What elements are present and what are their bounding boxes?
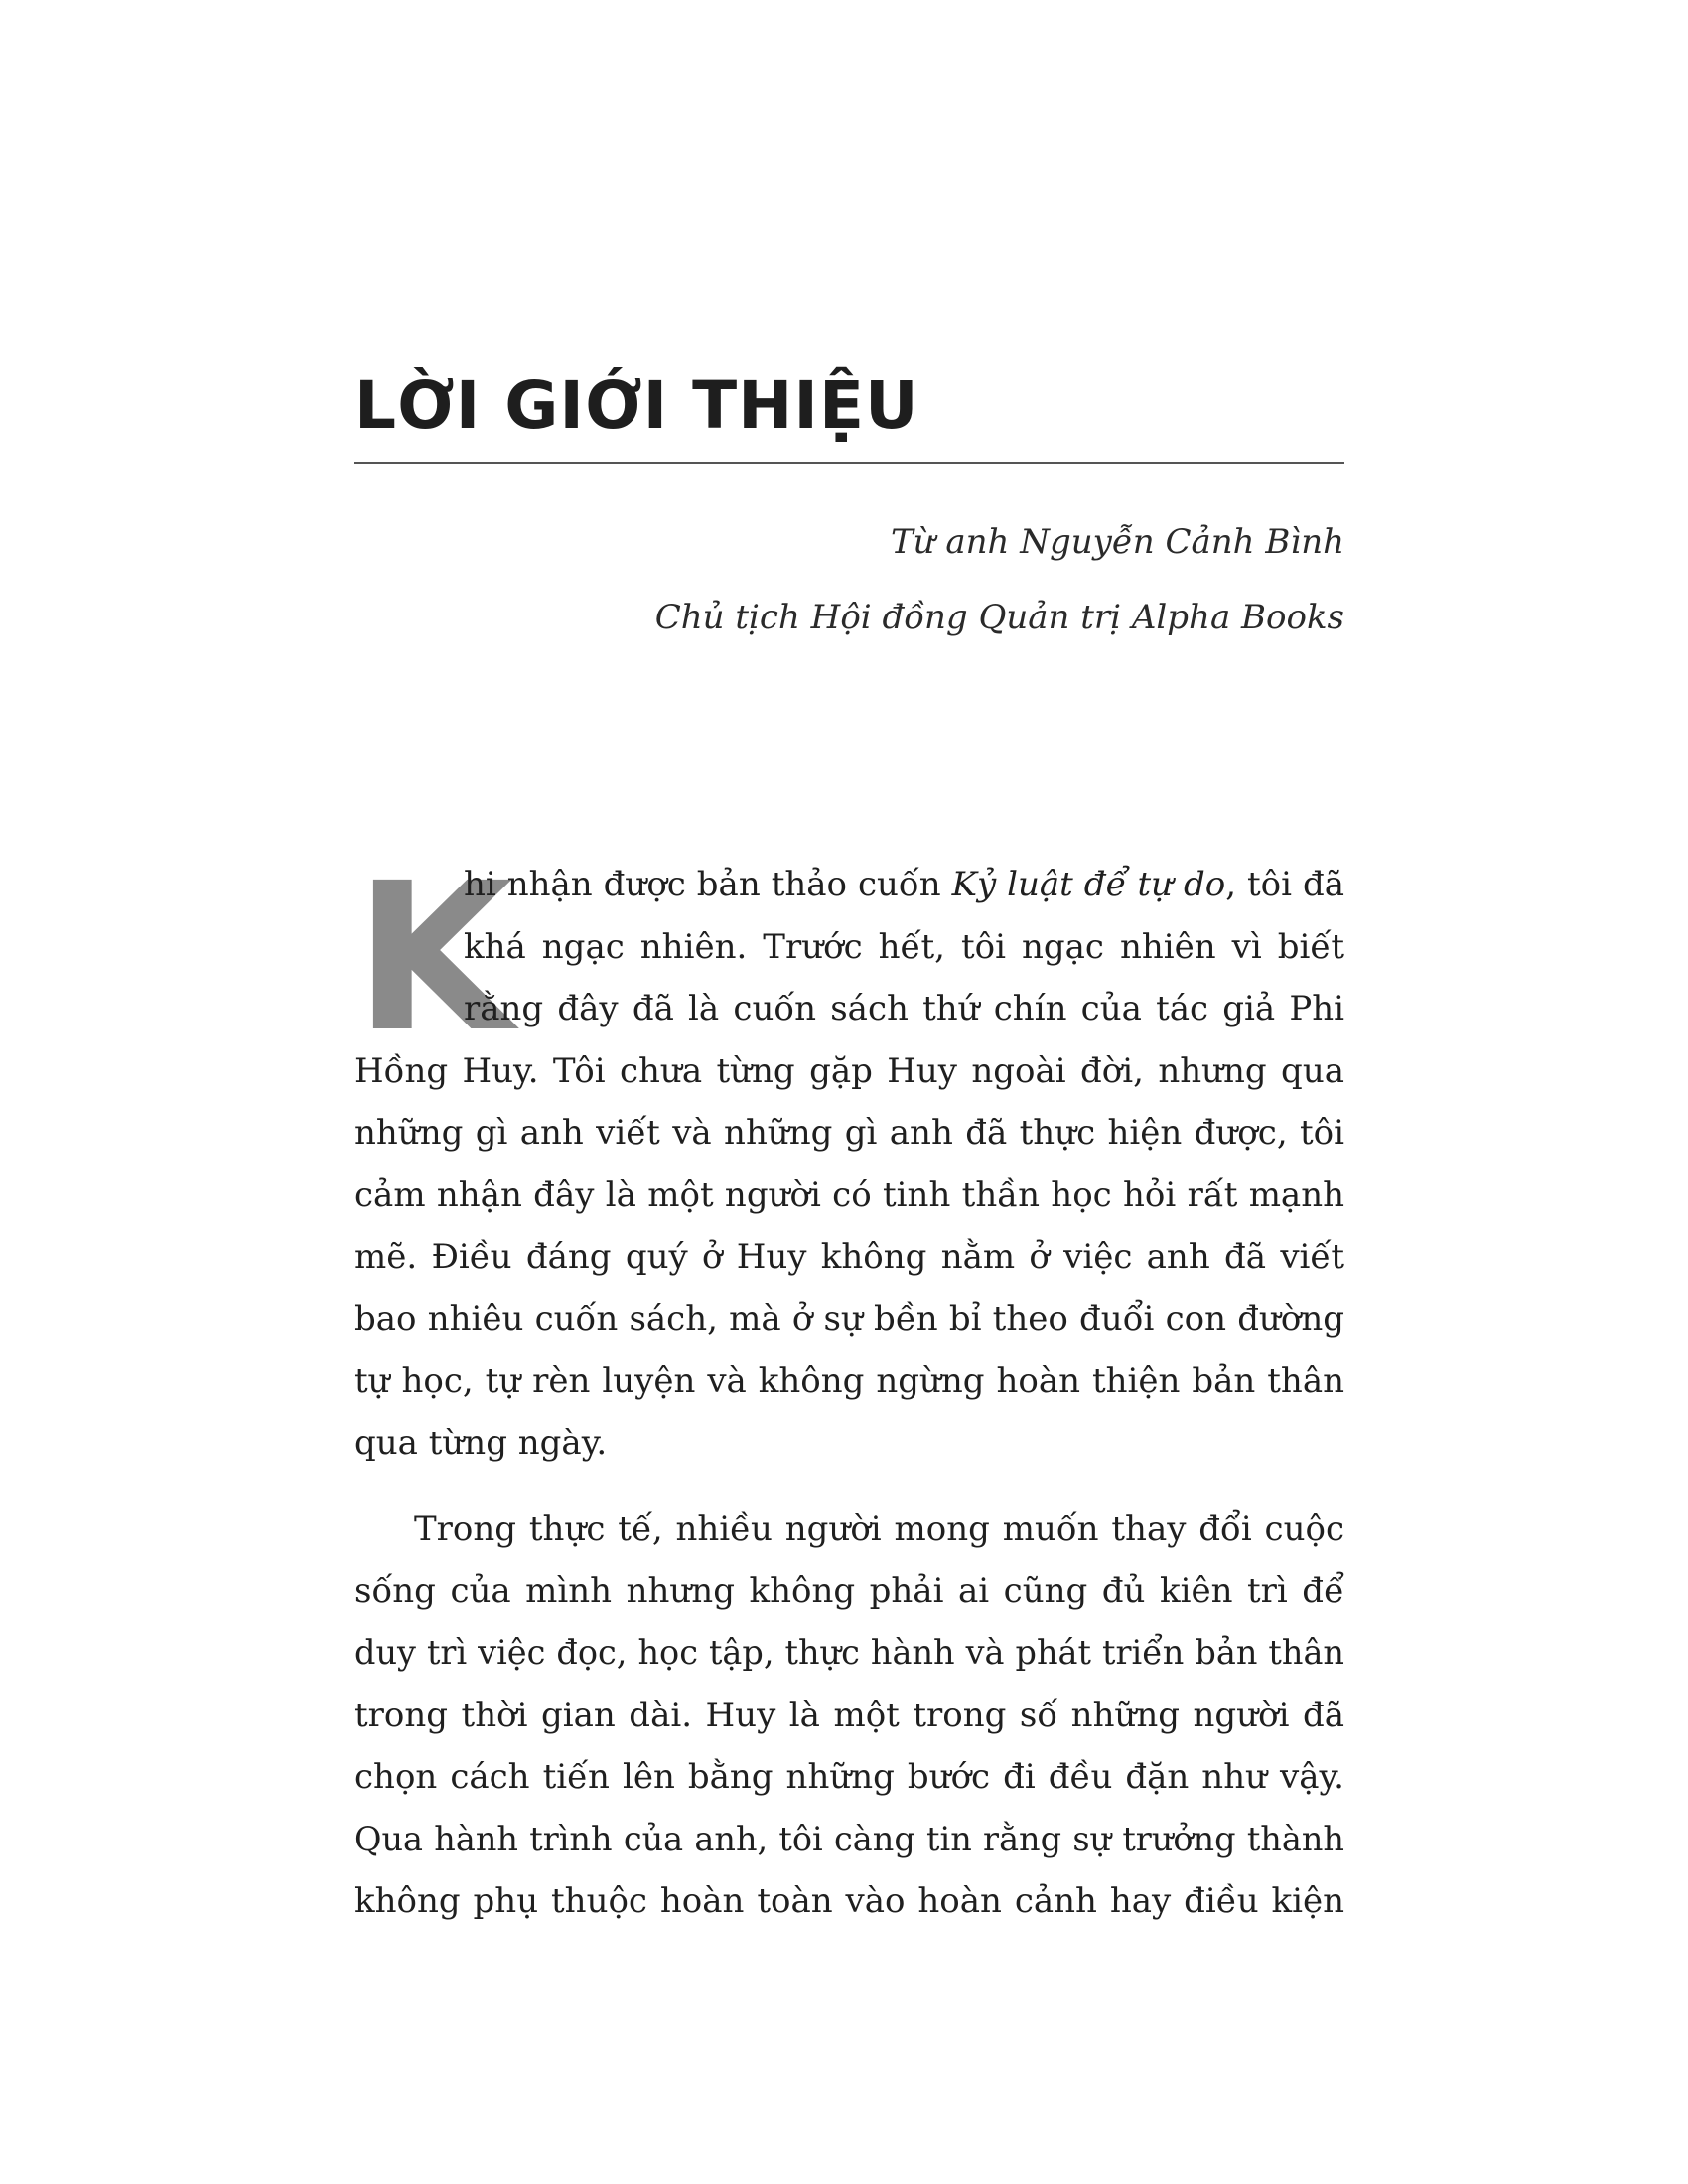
text-line: duy trì việc đọc, học tập, thực hành và phát triển bản thân — [354, 1633, 1344, 1672]
attribution — [655, 504, 1344, 655]
paragraph-2 — [354, 1498, 1344, 1933]
drop-cap-letter: K — [354, 839, 513, 1077]
text-line: chọn cách tiến lên bằng những bước đi đều đặn như vậy. — [354, 1757, 1344, 1797]
text-line: trong thời gian dài. Huy là một trong số những người đã — [354, 1695, 1344, 1735]
text-line: Trong thực tế, nhiều người mong muốn thay đổi cuộc — [414, 1509, 1344, 1549]
text-line: cảm nhận đây là một người có tinh thần học hỏi rất mạnh — [354, 1174, 1344, 1215]
paragraph-1 — [354, 839, 1344, 1474]
text-line: Qua hành trình của anh, tôi càng tin rằng sự trưởng thành — [354, 1819, 1344, 1858]
text-line: tự học, tự rèn luyện và không ngừng hoàn thiện bản thân — [354, 1361, 1344, 1401]
text-line: những gì anh viết và những gì anh đã thực hiện được, tôi — [354, 1113, 1344, 1153]
text-line: qua từng ngày. — [354, 1423, 608, 1463]
text-line: không phụ thuộc hoàn toàn vào hoàn cảnh hay điều kiện — [354, 1881, 1344, 1921]
text-line: bao nhiêu cuốn sách, mà ở sự bền bỉ theo đuổi con đường — [354, 1298, 1344, 1339]
book-title: Kỷ luật để tự do — [951, 865, 1226, 904]
text-line: Hồng Huy. Tôi chưa từng gặp Huy ngoài đời, nhưng qua — [354, 1050, 1344, 1091]
chapter-title: LỜI GIỚI THIỆU — [354, 367, 919, 444]
body-text — [354, 839, 1344, 1933]
title-divider — [354, 462, 1344, 464]
text-line: mẽ. Điều đáng quý ở Huy không nằm ở việc anh đã viết — [354, 1237, 1344, 1277]
attribution-role: Chủ tịch Hội đồng Quản trị Alpha Books — [654, 598, 1344, 637]
text-line: sống của mình nhưng không phải ai cũng đủ kiên trì để — [354, 1570, 1344, 1611]
text-line: khá ngạc nhiên. Trước hết, tôi ngạc nhiên vì biết — [464, 926, 1344, 967]
text-line: hi nhận được bản thảo cuốn Kỷ luật để tự do, tôi đã — [464, 865, 1344, 904]
text-line: rằng đây đã là cuốn sách thứ chín của tác giả Phi — [464, 989, 1344, 1028]
attribution-author: Từ anh Nguyễn Cảnh Bình — [890, 522, 1344, 562]
